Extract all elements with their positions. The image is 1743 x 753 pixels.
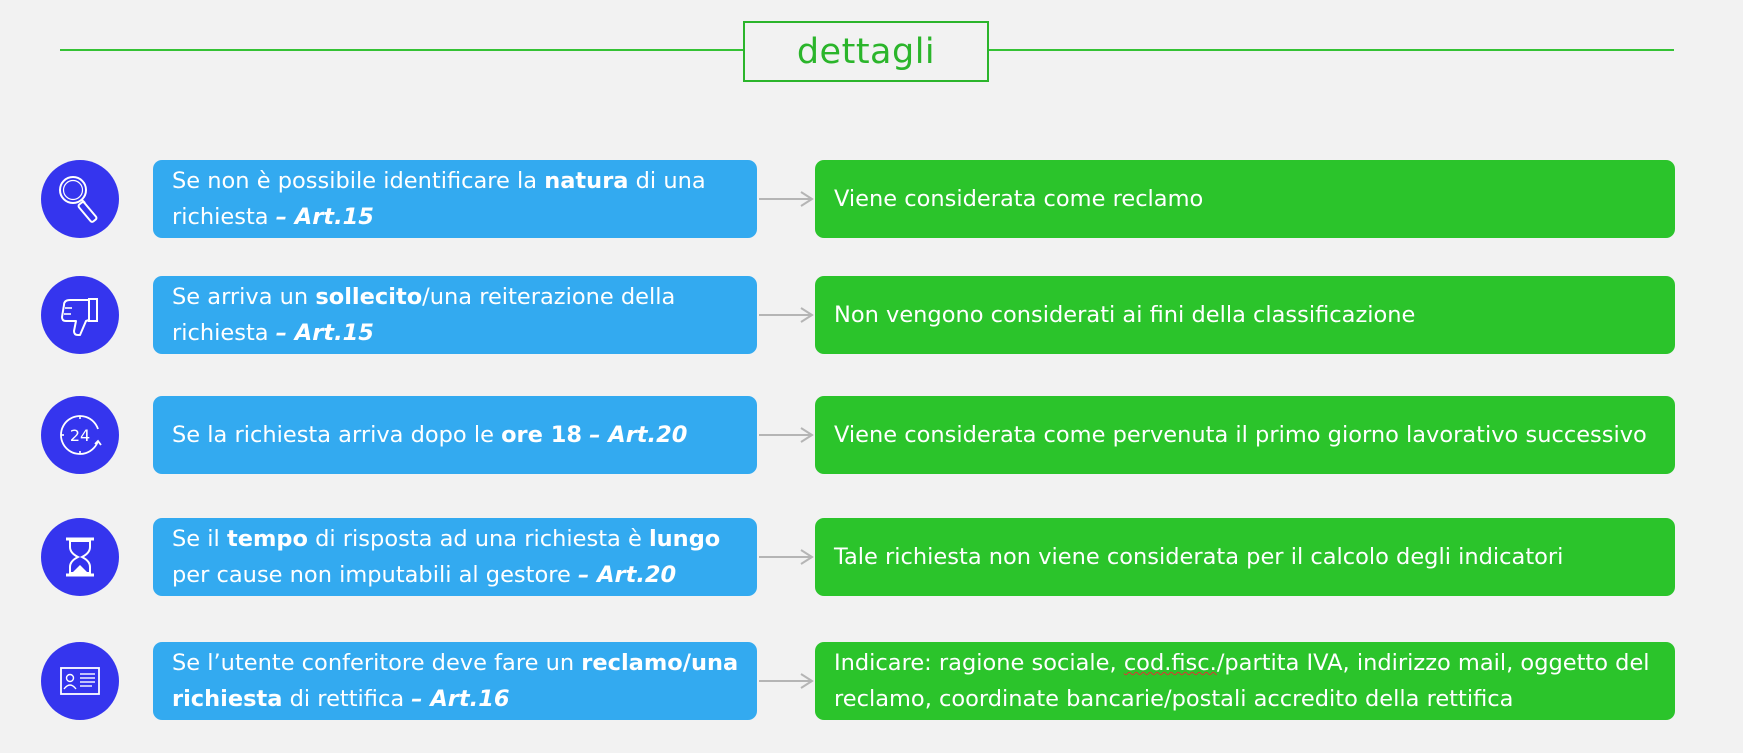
condition-box-1 <box>153 160 757 238</box>
condition-box-3 <box>153 396 757 474</box>
clock-24-icon <box>41 396 119 474</box>
article-reference: – Art.20 <box>578 562 677 588</box>
article-reference: – Art.15 <box>275 320 374 346</box>
condition-box-2 <box>153 276 757 354</box>
arrow-right-icon <box>757 190 815 208</box>
detail-row-3 <box>0 396 1743 474</box>
outcome-box-3 <box>815 396 1675 474</box>
article-reference: – Art.20 <box>589 422 688 448</box>
outcome-text: Tale richiesta non viene considerata per il calcolo degli indicatori <box>834 544 1564 570</box>
condition-keyword: reclamo/una richiesta <box>172 650 739 712</box>
outcome-text: Viene considerata come reclamo <box>834 186 1204 212</box>
outcome-box-1 <box>815 160 1675 238</box>
magnifier-icon <box>41 160 119 238</box>
condition-text: di risposta ad una richiesta è <box>307 526 649 552</box>
condition-text: Se il <box>172 526 227 552</box>
condition-text: Se la richiesta arriva dopo le <box>172 422 502 448</box>
arrow-right-icon <box>757 306 815 324</box>
outcome-box-5 <box>815 642 1675 720</box>
hourglass-icon <box>41 518 119 596</box>
detail-row-5 <box>0 642 1743 720</box>
condition-text: /una reiterazione della richiesta <box>172 284 676 346</box>
outcome-text-spellcheck: cod.fisc. <box>1123 650 1217 676</box>
arrow-right-icon <box>757 426 815 444</box>
section-title <box>743 21 989 82</box>
detail-row-1 <box>0 160 1743 238</box>
section-title-text: dettagli <box>796 31 936 72</box>
condition-text: per cause non imputabili al gestore <box>172 562 578 588</box>
article-reference: – Art.16 <box>411 686 510 712</box>
detail-row-2 <box>0 276 1743 354</box>
condition-keyword: ore 18 <box>501 422 583 448</box>
condition-keyword: lungo <box>648 526 721 552</box>
outcome-text: Viene considerata come pervenuta il primo giorno lavorativo successivo <box>834 422 1647 448</box>
outcome-box-4 <box>815 518 1675 596</box>
outcome-box-2 <box>815 276 1675 354</box>
condition-text: di una richiesta <box>172 168 706 230</box>
condition-text: di rettifica <box>282 686 412 712</box>
condition-text: Se non è possibile identificare la <box>172 168 545 194</box>
article-reference: – Art.15 <box>275 204 374 230</box>
condition-box-5 <box>153 642 757 720</box>
condition-keyword: natura <box>544 168 629 194</box>
clock-24-label: 24 <box>69 426 91 445</box>
detail-row-4 <box>0 518 1743 596</box>
outcome-text: Non vengono considerati ai fini della classificazione <box>834 302 1416 328</box>
outcome-text: /partita IVA, indirizzo mail, oggetto del reclamo, coordinate bancarie/postali accredito della rettifica <box>834 650 1650 712</box>
thumbs-down-icon <box>41 276 119 354</box>
condition-keyword: tempo <box>226 526 308 552</box>
condition-box-4 <box>153 518 757 596</box>
id-card-icon <box>41 642 119 720</box>
condition-keyword: sollecito <box>315 284 423 310</box>
arrow-right-icon <box>757 672 815 690</box>
outcome-text: Indicare: ragione sociale, <box>834 650 1124 676</box>
condition-text: Se l’utente conferitore deve fare un <box>172 650 582 676</box>
condition-text: Se arriva un <box>172 284 316 310</box>
arrow-right-icon <box>757 548 815 566</box>
